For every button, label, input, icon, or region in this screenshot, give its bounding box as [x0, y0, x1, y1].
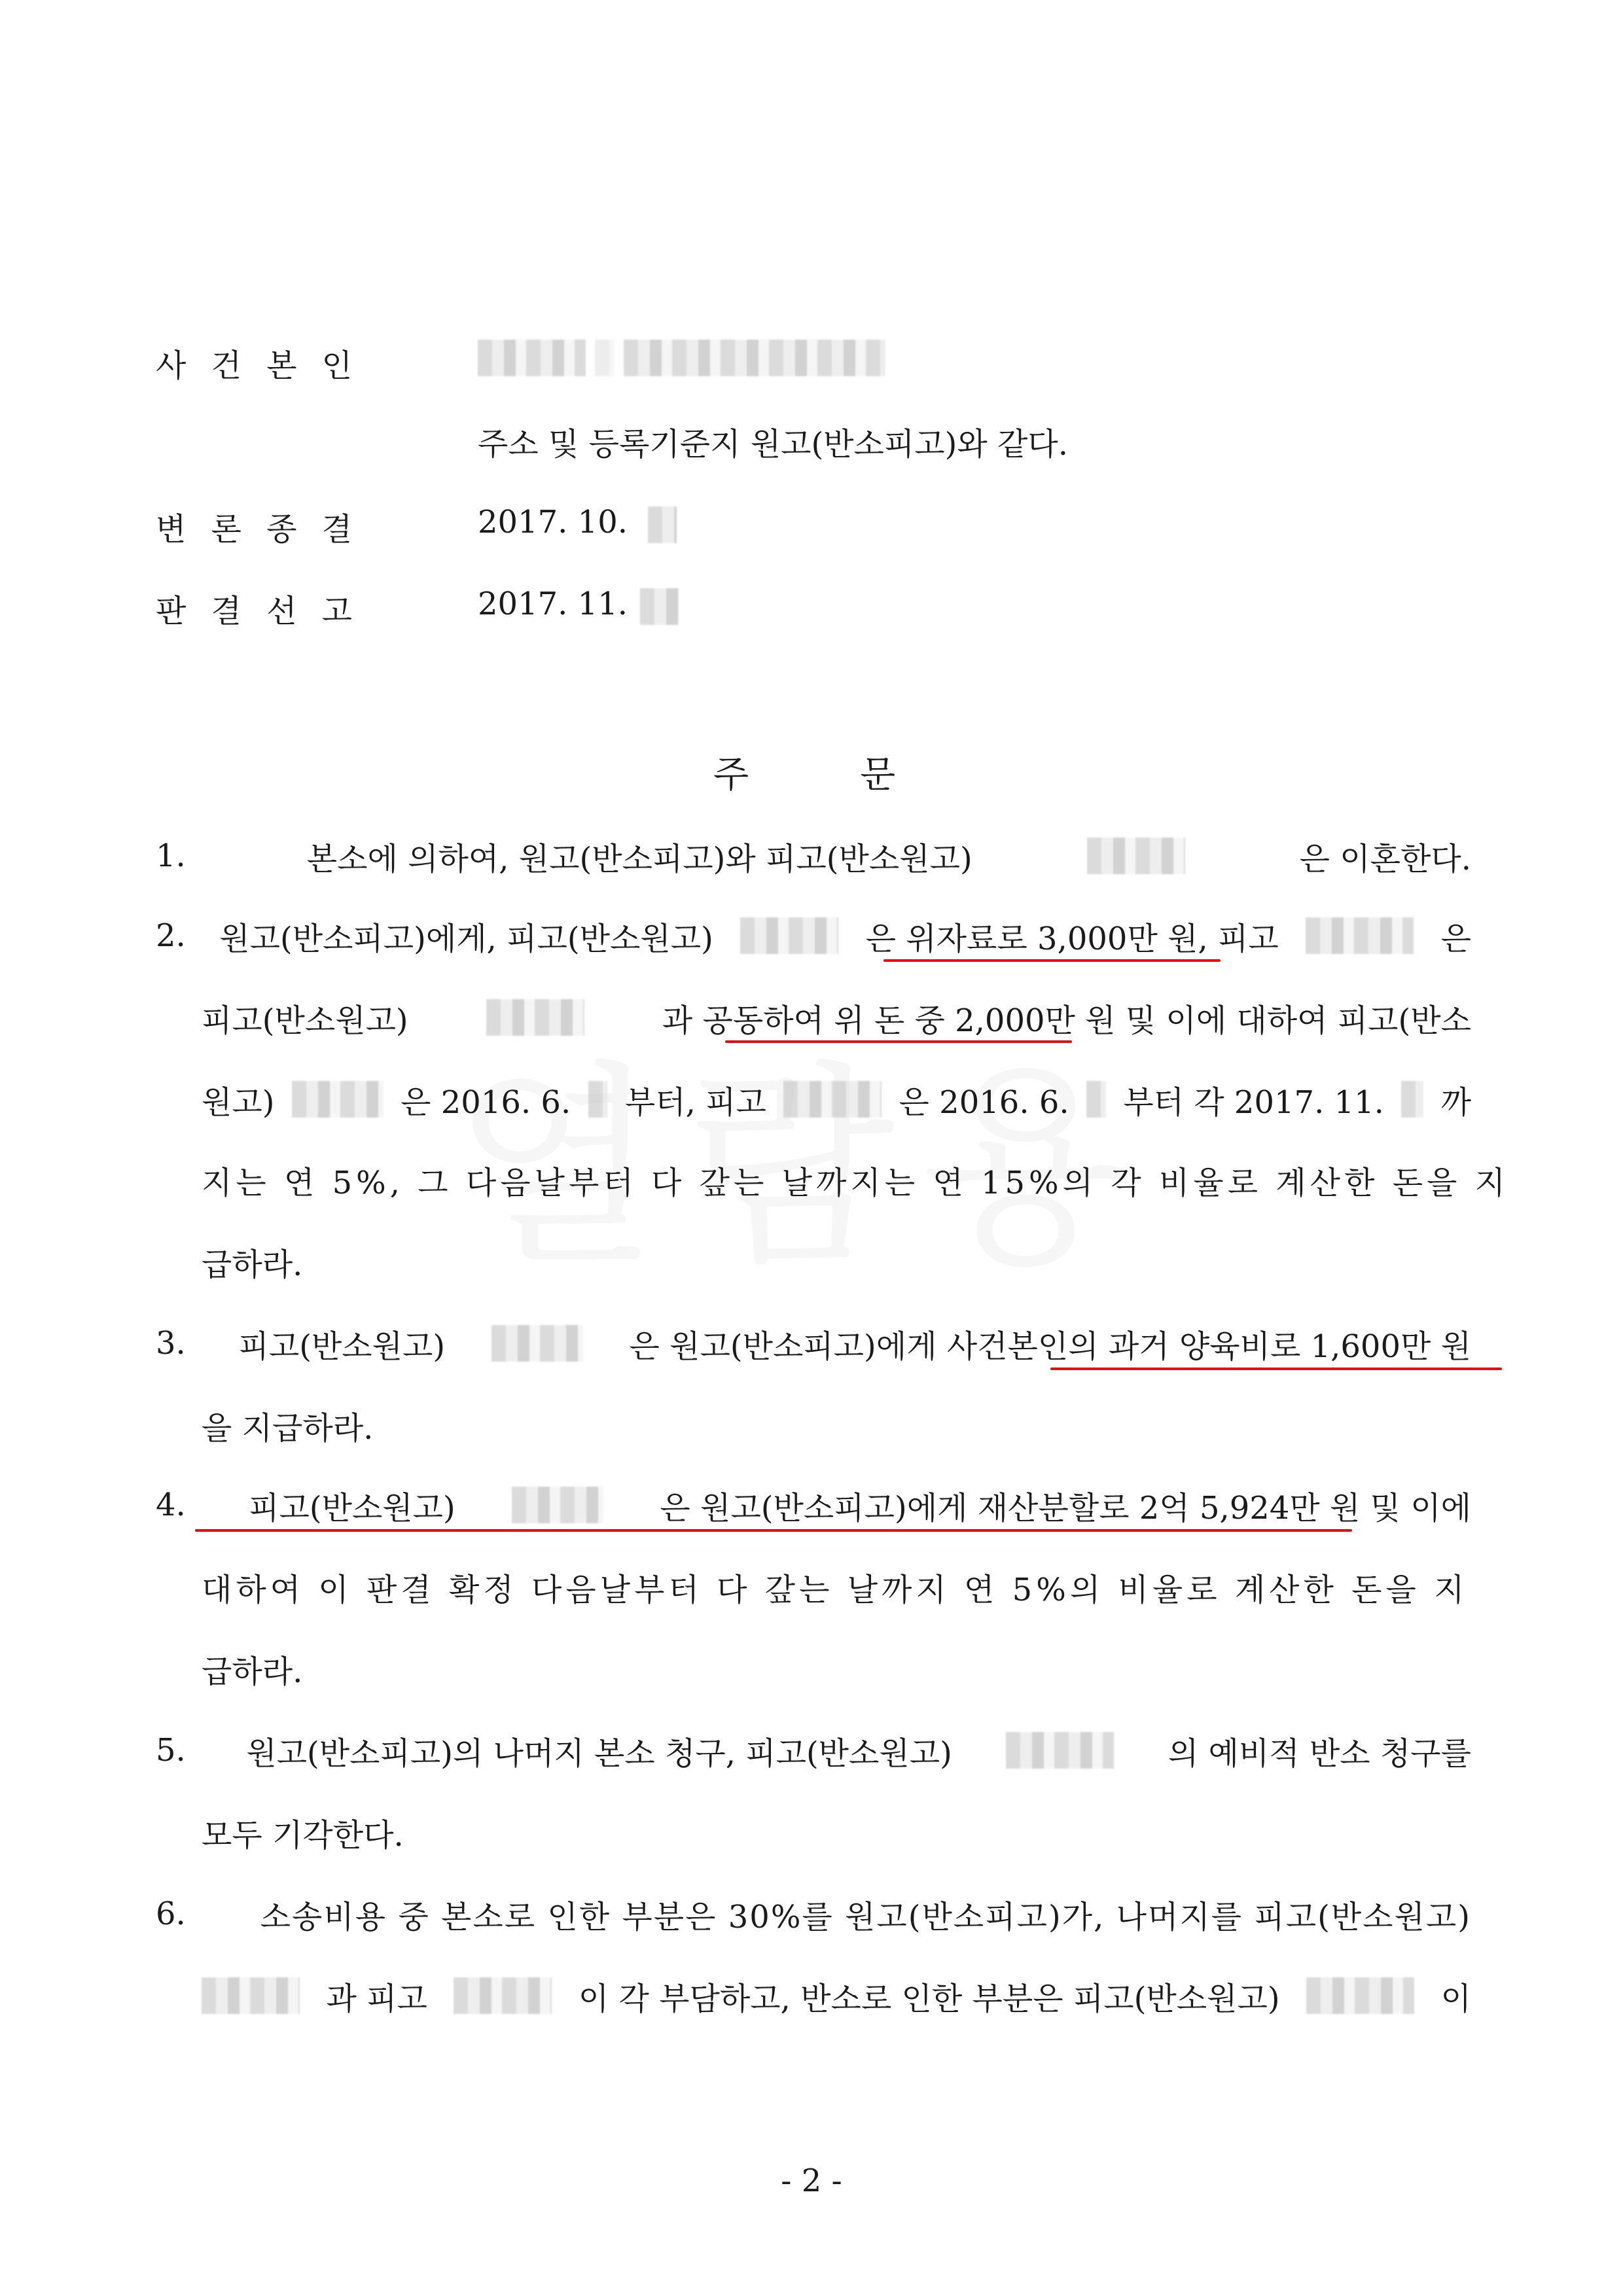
- page-number: - 2 -: [781, 2163, 842, 2199]
- item-3-line-1: 3. 피고(반소원고) 은 원고(반소피고)에게 사건본인의 과거 양육비로 1,600만 원: [156, 1325, 1471, 1365]
- item-4-line-3: 급하라.: [202, 1653, 303, 1690]
- item-4-line-2: 대하여 이 판결 확정 다음날부터 다 갚는 날까지 연 5%의 비율로 계산한 돈을 지: [202, 1571, 1469, 1608]
- highlight-underline: [195, 1529, 1352, 1532]
- redacted-name: [1306, 917, 1414, 954]
- item-4-line-1: 4. 피고(반소원고) 은 원고(반소피고)에게 재산분할로 2억 5,924만 원 및 이에: [156, 1487, 1471, 1527]
- redacted-name: [1306, 1977, 1414, 2014]
- redacted-name: [491, 1325, 583, 1362]
- redacted-digit: [1086, 1081, 1106, 1118]
- close-date: 2017. 10.: [478, 504, 677, 543]
- redacted-digit: [1401, 1081, 1423, 1118]
- highlight-underline: [725, 1040, 1072, 1043]
- redacted-name: [1087, 838, 1185, 874]
- redacted-name: [202, 1977, 300, 2014]
- item-6-line-2: 과 피고 이 각 부담하고, 반소로 인한 부분은 피고(반소원고) 이: [202, 1969, 1471, 2022]
- item-5-line-1: 5. 원고(반소피고)의 나머지 본소 청구, 피고(반소원고) 의 예비적 반소 청구를: [156, 1732, 1471, 1772]
- item-2-line-1: 2. 원고(반소피고)에게, 피고(반소원고) 은 위자료로 3,000만 원, 피고 은: [156, 917, 1471, 957]
- item-1-line-1: 1. 본소에 의하여, 원고(반소피고)와 피고(반소원고) 은 이혼한다.: [156, 838, 1471, 877]
- case-person-redacted: [478, 337, 885, 376]
- case-person-label: 사 건 본 인: [156, 347, 352, 384]
- item-2-line-4: 지는 연 5%, 그 다음날부터 다 갚는 날까지는 연 15%의 각 비율로 계산한 돈을 지: [202, 1164, 1510, 1201]
- redacted-name: [740, 917, 838, 954]
- item-5-line-2: 모두 기각한다.: [202, 1816, 404, 1854]
- item-6-line-1: 6. 소송비용 중 본소로 인한 부분은 30%를 원고(반소피고)가, 나머지를 피고(반소원고): [156, 1896, 1471, 1935]
- item-2-line-2: 피고(반소원고) 과 공동하여 위 돈 중 2,000만 원 및 이에 대하여 피고(반소: [202, 991, 1471, 1044]
- close-label: 변 론 종 결: [156, 511, 352, 548]
- address-note: 주소 및 등록기준지 원고(반소피고)와 같다.: [478, 426, 1068, 463]
- decision-label: 판 결 선 고: [156, 593, 352, 629]
- item-2-line-5: 급하라.: [202, 1246, 303, 1283]
- item-3-line-2: 을 지급하라.: [202, 1409, 374, 1447]
- redacted-name: [1006, 1732, 1114, 1769]
- redacted-name: [783, 1081, 882, 1118]
- redacted-name: [292, 1081, 383, 1118]
- decision-date: 2017. 11.: [478, 586, 679, 625]
- item-2-line-3: 원고) 은 2016. 6. 부터, 피고 은 2016. 6. 부터 각 2017. 11. 까: [202, 1073, 1471, 1125]
- redacted-digit: [588, 1081, 608, 1118]
- section-title: 주 문: [713, 754, 896, 796]
- highlight-underline: [1050, 1368, 1502, 1370]
- redacted-name: [486, 999, 584, 1036]
- redacted-name: [512, 1487, 603, 1523]
- redacted-name: [454, 1977, 552, 2014]
- highlight-underline: [883, 959, 1221, 962]
